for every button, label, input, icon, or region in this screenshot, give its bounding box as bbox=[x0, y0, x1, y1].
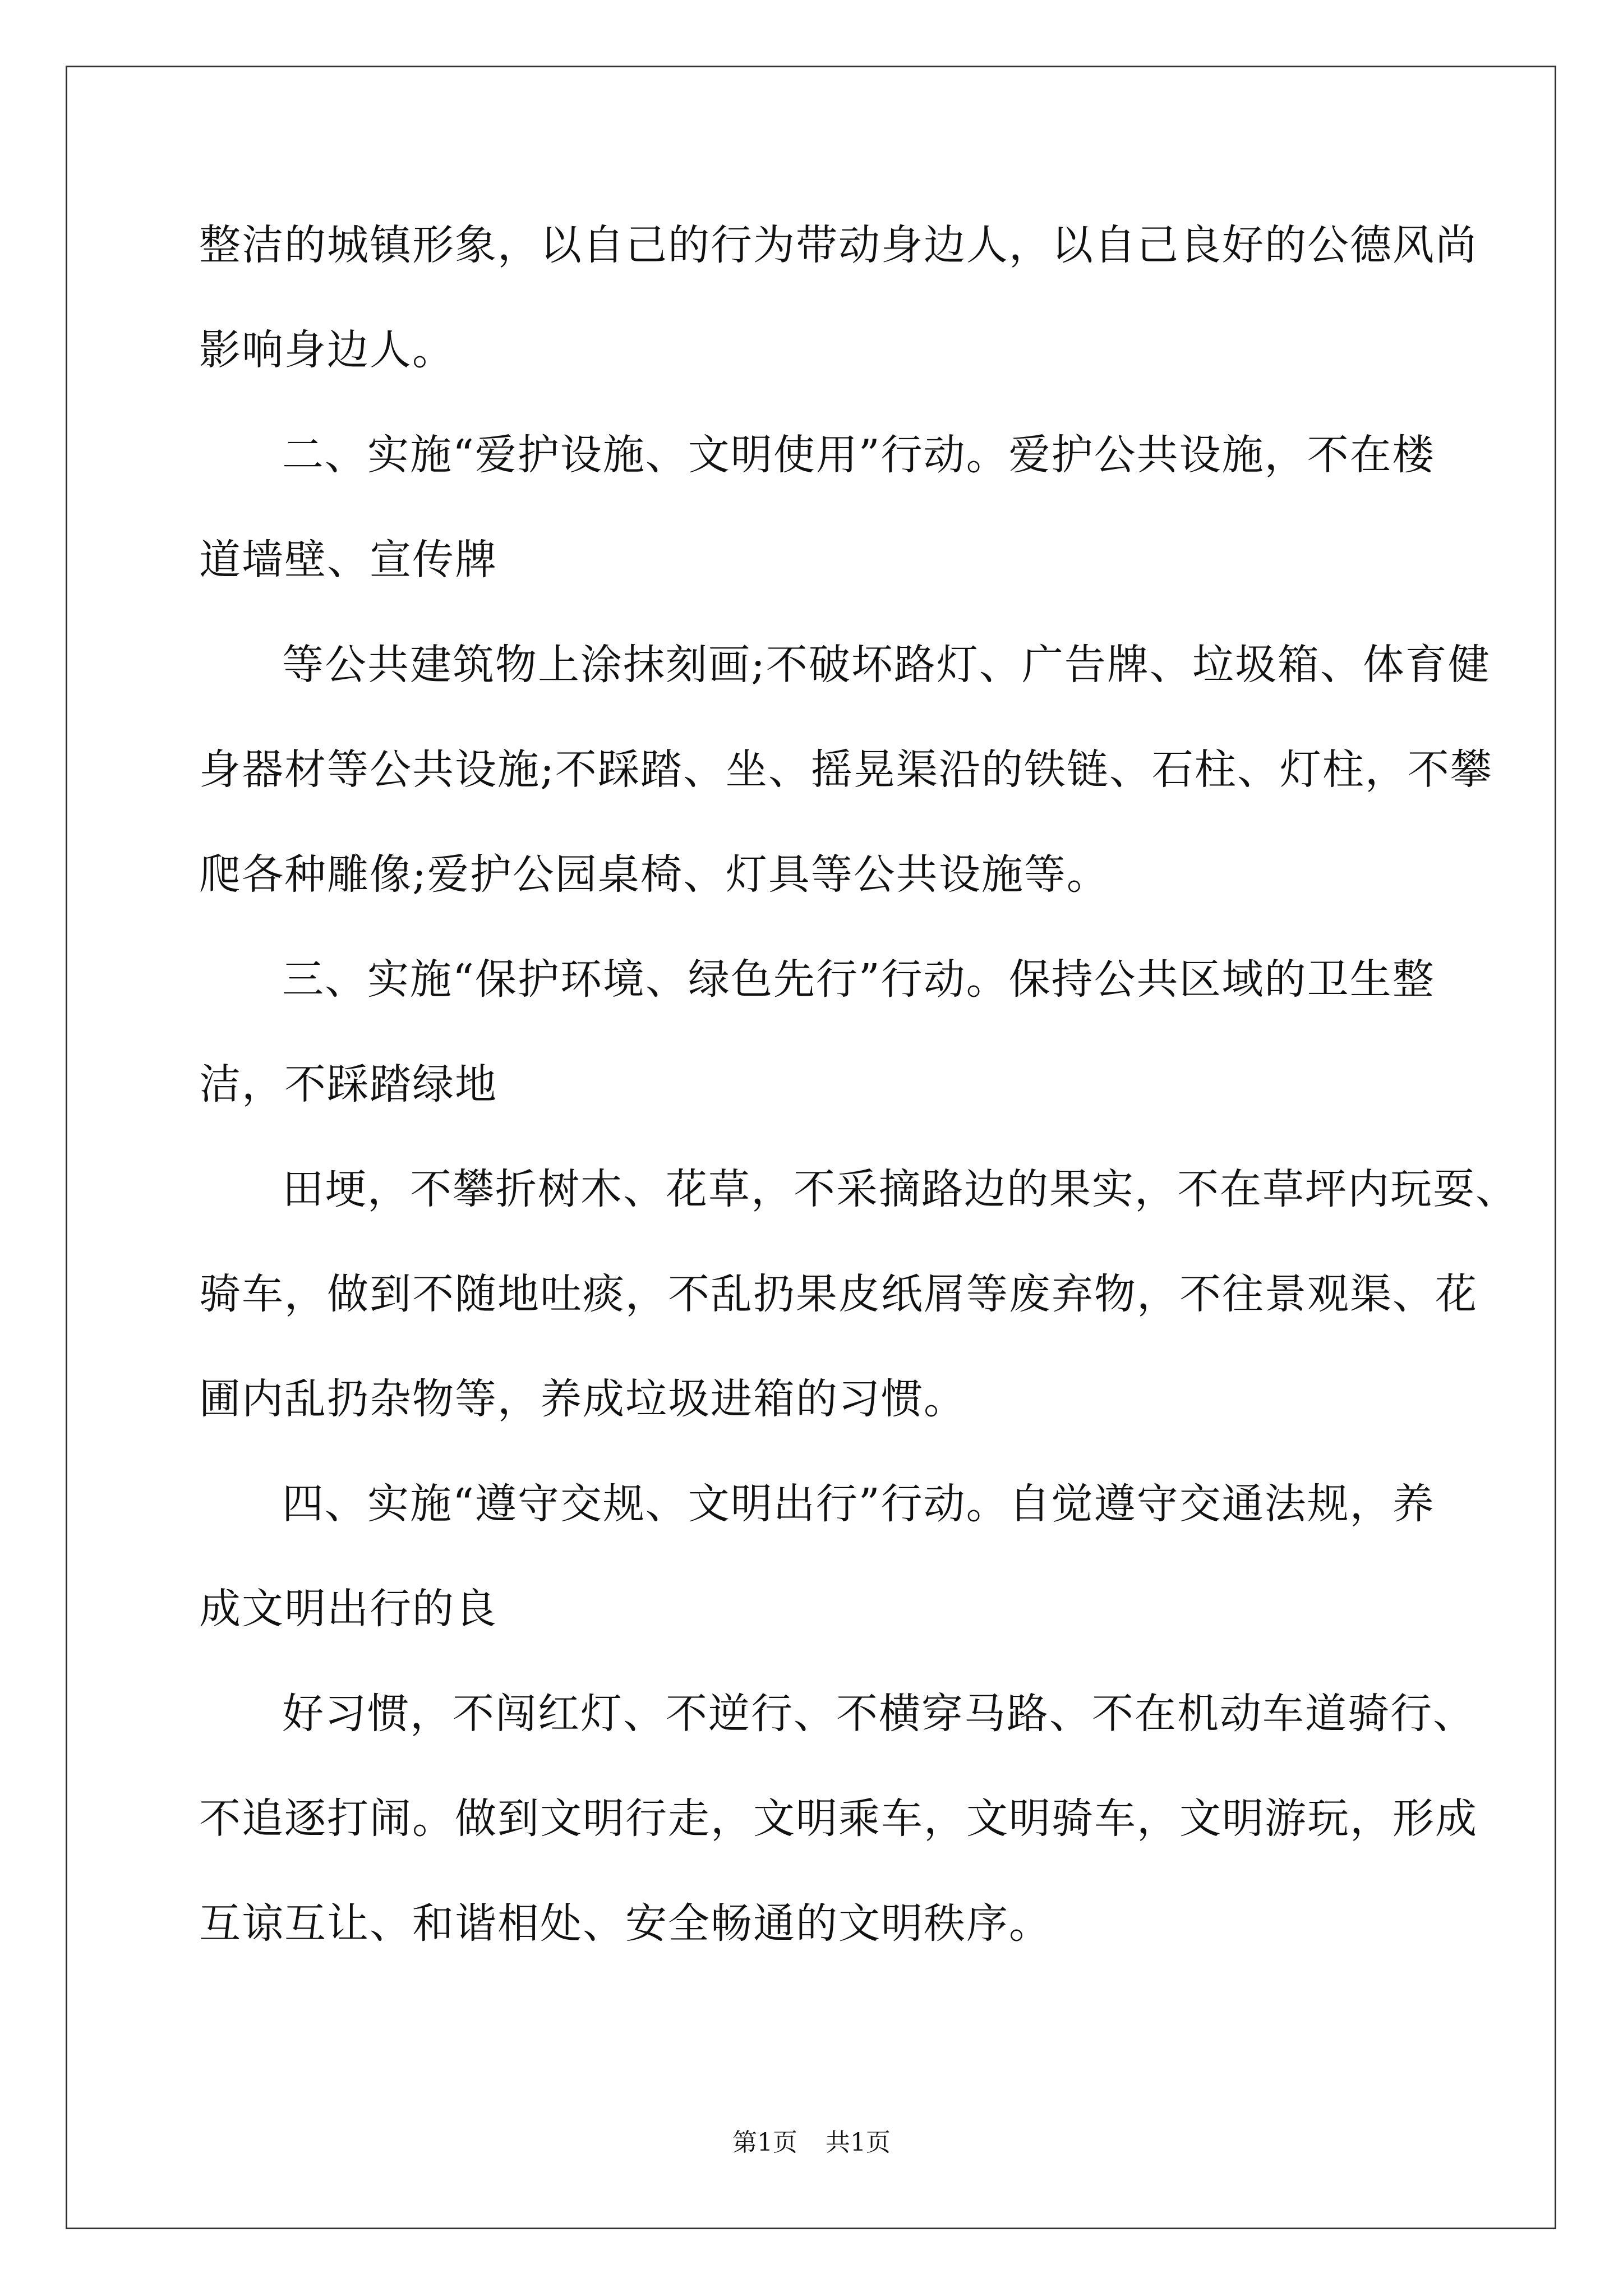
text-line: 圃内乱扔杂物等，养成垃圾进箱的习惯。 bbox=[199, 1375, 966, 1423]
text-line: 影响身边人。 bbox=[199, 326, 455, 374]
document-body bbox=[199, 219, 1518, 2002]
text-line: 骑车，做到不随地吐痰，不乱扔果皮纸屑等废弃物，不往景观渠、花 bbox=[199, 1270, 1478, 1318]
text-line: 身器材等公共设施;不踩踏、坐、摇晃渠沿的铁链、石柱、灯柱，不攀 bbox=[199, 746, 1493, 794]
text-line: 四、实施“遵守交规、文明出行”行动。自觉遵守交通法规，养 bbox=[282, 1480, 1435, 1528]
text-line: 洁，不踩踏绿地 bbox=[199, 1060, 497, 1108]
text-line: 不追逐打闹。做到文明行走，文明乘车，文明骑车，文明游玩，形成 bbox=[199, 1795, 1478, 1843]
text-line: 整洁的城镇形象，以自己的行为带动身边人，以自己良好的公德风尚 bbox=[199, 221, 1478, 269]
page-number: 第1页 bbox=[732, 2128, 797, 2157]
text-line: 爬各种雕像;爱护公园桌椅、灯具等公共设施等。 bbox=[199, 850, 1109, 899]
text-line: 田埂，不攀折树木、花草，不采摘路边的果实，不在草坪内玩耍、 bbox=[282, 1165, 1518, 1213]
text-line: 等公共建筑物上涂抹刻画;不破坏路灯、广告牌、垃圾箱、体育健 bbox=[282, 641, 1491, 689]
page-total: 共1页 bbox=[826, 2128, 891, 2157]
text-line: 好习惯，不闯红灯、不逆行、不横穿马路、不在机动车道骑行、 bbox=[282, 1690, 1476, 1738]
text-line: 互谅互让、和谐相处、安全畅通的文明秩序。 bbox=[199, 1899, 1052, 1948]
text-line: 成文明出行的良 bbox=[199, 1585, 497, 1633]
page-footer bbox=[0, 2126, 1623, 2160]
text-line: 二、实施“爱护设施、文明使用”行动。爱护公共设施，不在楼 bbox=[282, 431, 1435, 479]
text-line: 道墙壁、宣传牌 bbox=[199, 536, 497, 584]
text-line: 三、实施“保护环境、绿色先行”行动。保持公共区域的卫生整 bbox=[282, 955, 1435, 1004]
